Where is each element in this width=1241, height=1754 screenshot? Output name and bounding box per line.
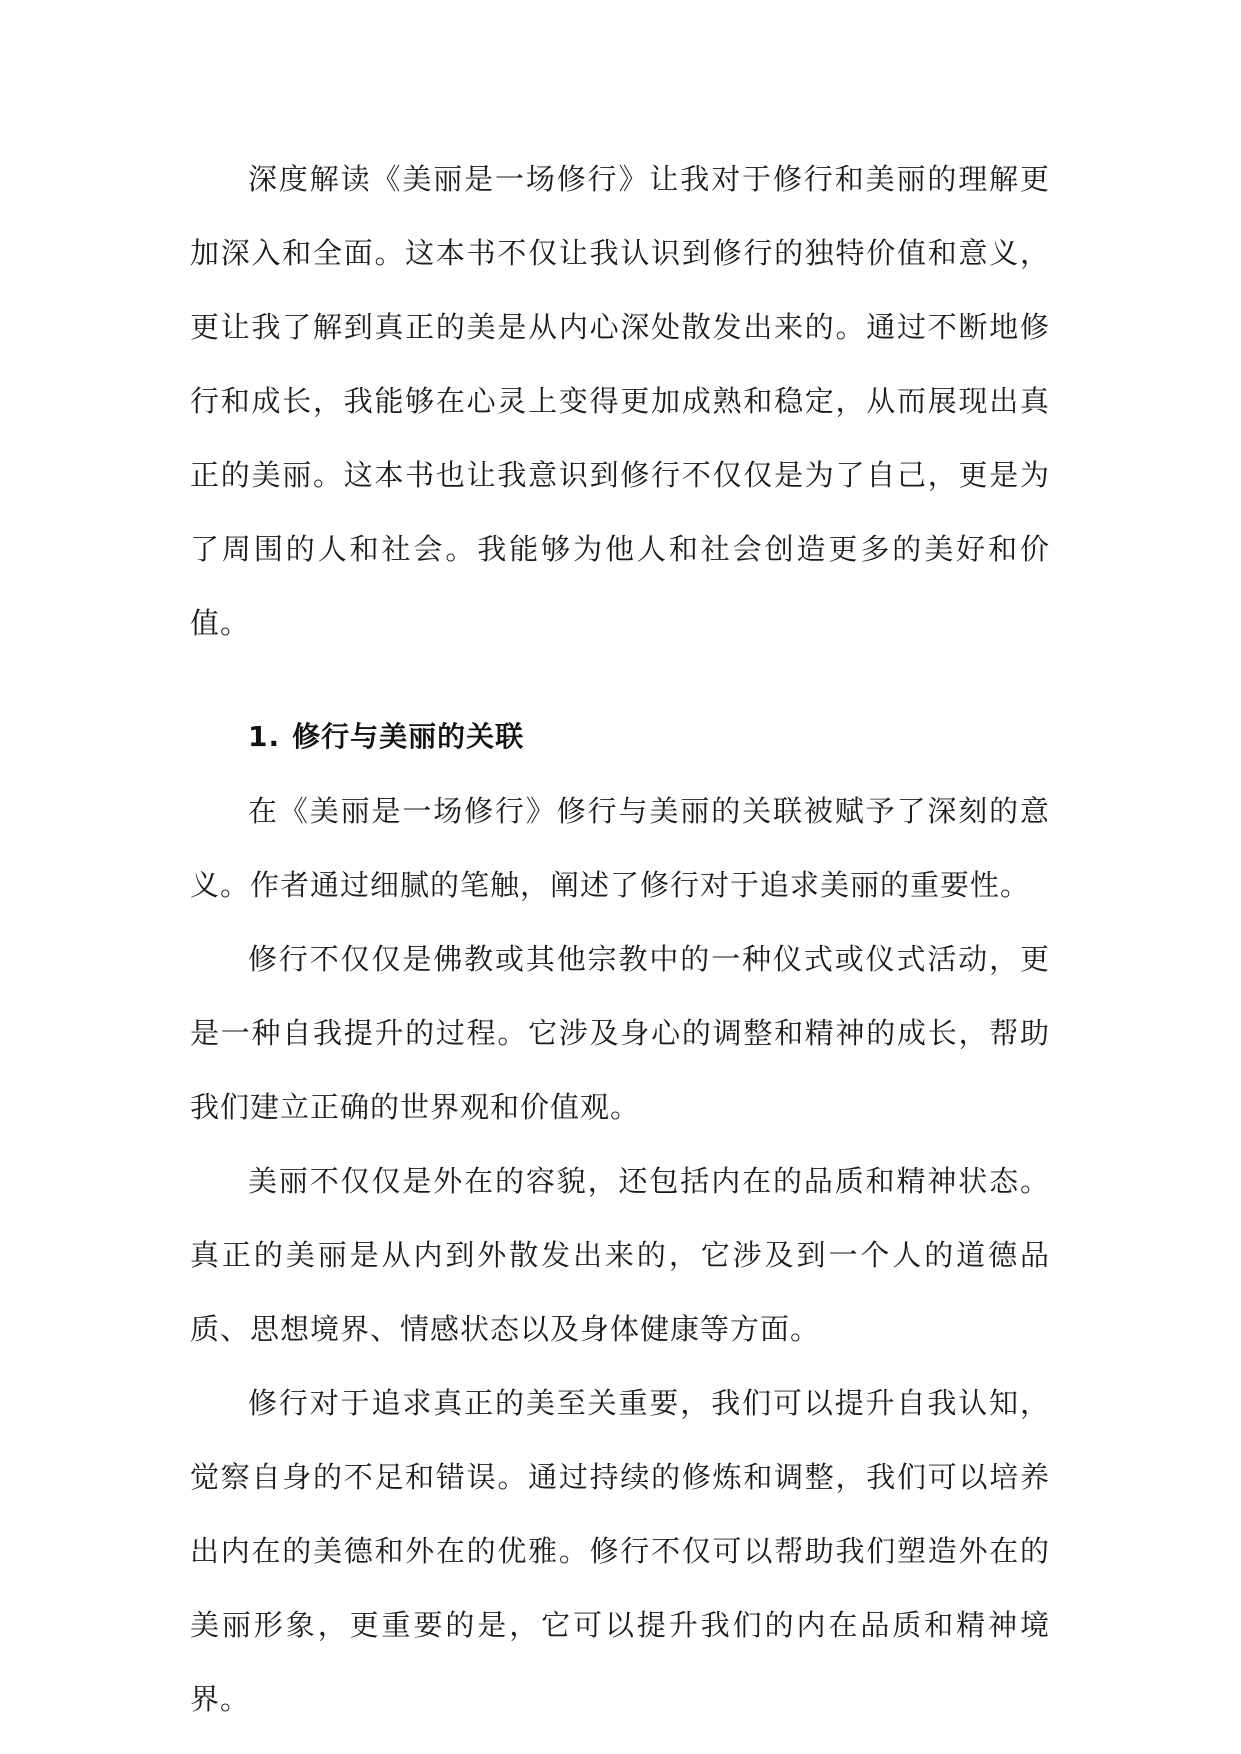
section-paragraph-2: 修行不仅仅是佛教或其他宗教中的一种仪式或仪式活动，更是一种自我提升的过程。它涉及身心的调整和精神的成长，帮助我们建立正确的世界观和价值观。 [190,942,1050,1124]
intro-paragraph: 深度解读《美丽是一场修行》让我对于修行和美丽的理解更加深入和全面。这本书不仅让我认识到修行的独特价值和意义，更让我了解到真正的美是从内心深处散发出来的。通过不断地修行和成长，我能够在心灵上变得更加成熟和稳定，从而展现出真正的美丽。这本书也让我意识到修行不仅仅是为了自己，更是为了周围的人和社会。我能够为他人和社会创造更多的美好和价值。 [190,162,1050,640]
section-heading [190,700,1050,774]
section-paragraph-4: 修行对于追求真正的美至关重要，我们可以提升自我认知，觉察自身的不足和错误。通过持续的修炼和调整，我们可以培养出内在的美德和外在的优雅。修行不仅可以帮助我们塑造外在的美丽形象，更重要的是，它可以提升我们的内在品质和精神境界。 [190,1386,1050,1716]
section-paragraph-3: 美丽不仅仅是外在的容貌，还包括内在的品质和精神状态。真正的美丽是从内到外散发出来的，它涉及到一个人的道德品质、思想境界、情感状态以及身体健康等方面。 [190,1164,1050,1346]
section-title: 修行与美丽的关联 [292,720,525,753]
section-number: 1. [248,720,281,753]
section-paragraph-1: 在《美丽是一场修行》修行与美丽的关联被赋予了深刻的意义。作者通过细腻的笔触，阐述了修行对于追求美丽的重要性。 [190,794,1050,902]
document-body [190,142,1050,1736]
